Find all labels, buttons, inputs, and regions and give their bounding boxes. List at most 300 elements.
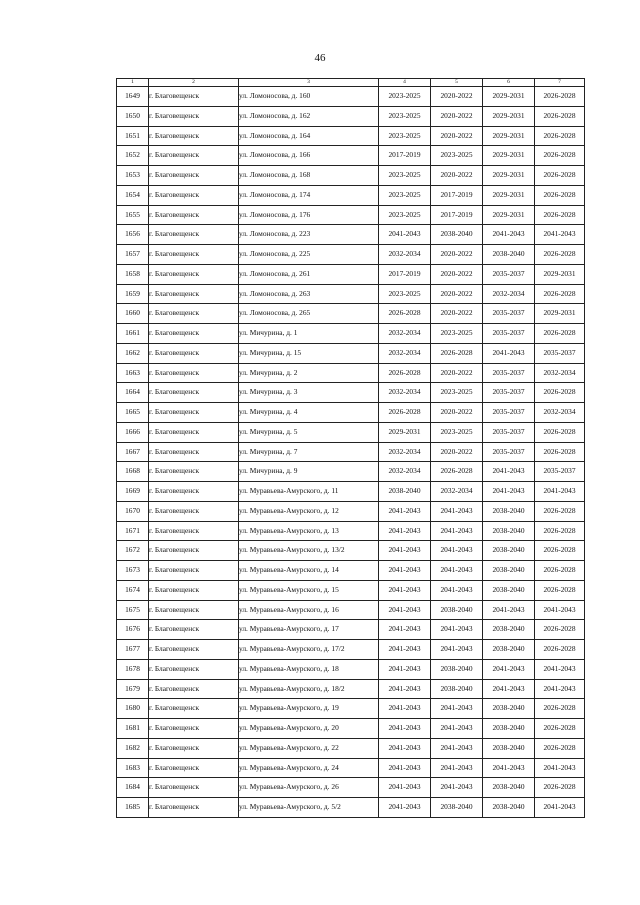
address-cell: ул. Муравьева-Амурского, д. 18	[239, 659, 379, 679]
address-cell: ул. Ломоносова, д. 164	[239, 126, 379, 146]
address-cell: ул. Муравьева-Амурского, д. 24	[239, 758, 379, 778]
row-number: 1672	[117, 541, 149, 561]
address-cell: ул. Мичурина, д. 15	[239, 343, 379, 363]
city-cell: г. Благовещенск	[149, 442, 239, 462]
table-row	[117, 640, 585, 660]
row-number: 1651	[117, 126, 149, 146]
address-cell: ул. Муравьева-Амурского, д. 22	[239, 738, 379, 758]
address-cell: ул. Ломоносова, д. 168	[239, 166, 379, 186]
table-row	[117, 699, 585, 719]
period-cell: 2026-2028	[535, 541, 585, 561]
column-header: 3	[239, 79, 379, 87]
period-cell: 2020-2022	[431, 403, 483, 423]
period-cell: 2041-2043	[379, 738, 431, 758]
address-cell: ул. Ломоносова, д. 263	[239, 284, 379, 304]
period-cell: 2029-2031	[483, 87, 535, 107]
period-cell: 2032-2034	[379, 442, 431, 462]
city-cell: г. Благовещенск	[149, 87, 239, 107]
table-row	[117, 600, 585, 620]
period-cell: 2035-2037	[483, 324, 535, 344]
period-cell: 2032-2034	[379, 343, 431, 363]
period-cell: 2029-2031	[535, 264, 585, 284]
period-cell: 2038-2040	[379, 482, 431, 502]
period-cell: 2026-2028	[535, 185, 585, 205]
period-cell: 2035-2037	[483, 422, 535, 442]
period-cell: 2041-2043	[483, 343, 535, 363]
period-cell: 2026-2028	[431, 462, 483, 482]
address-cell: ул. Ломоносова, д. 225	[239, 245, 379, 265]
city-cell: г. Благовещенск	[149, 501, 239, 521]
period-cell: 2038-2040	[483, 640, 535, 660]
period-cell: 2041-2043	[379, 778, 431, 798]
row-number: 1684	[117, 778, 149, 798]
period-cell: 2026-2028	[535, 146, 585, 166]
period-cell: 2038-2040	[483, 245, 535, 265]
row-number: 1664	[117, 383, 149, 403]
period-cell: 2026-2028	[535, 245, 585, 265]
address-cell: ул. Ломоносова, д. 162	[239, 106, 379, 126]
column-header: 4	[379, 79, 431, 87]
period-cell: 2041-2043	[535, 798, 585, 818]
row-number: 1673	[117, 561, 149, 581]
address-cell: ул. Муравьева-Амурского, д. 26	[239, 778, 379, 798]
period-cell: 2026-2028	[379, 304, 431, 324]
city-cell: г. Благовещенск	[149, 422, 239, 442]
city-cell: г. Благовещенск	[149, 166, 239, 186]
period-cell: 2041-2043	[535, 225, 585, 245]
city-cell: г. Благовещенск	[149, 659, 239, 679]
address-cell: ул. Муравьева-Амурского, д. 5/2	[239, 798, 379, 818]
row-number: 1675	[117, 600, 149, 620]
table-row	[117, 422, 585, 442]
period-cell: 2038-2040	[483, 620, 535, 640]
table-row	[117, 659, 585, 679]
city-cell: г. Благовещенск	[149, 245, 239, 265]
row-number: 1653	[117, 166, 149, 186]
city-cell: г. Благовещенск	[149, 264, 239, 284]
row-number: 1679	[117, 679, 149, 699]
period-cell: 2020-2022	[431, 166, 483, 186]
city-cell: г. Благовещенск	[149, 106, 239, 126]
period-cell: 2026-2028	[535, 778, 585, 798]
city-cell: г. Благовещенск	[149, 225, 239, 245]
row-number: 1656	[117, 225, 149, 245]
period-cell: 2017-2019	[431, 205, 483, 225]
period-cell: 2038-2040	[483, 719, 535, 739]
period-cell: 2026-2028	[535, 126, 585, 146]
row-number: 1666	[117, 422, 149, 442]
address-cell: ул. Муравьева-Амурского, д. 12	[239, 501, 379, 521]
address-cell: ул. Муравьева-Амурского, д. 20	[239, 719, 379, 739]
period-cell: 2035-2037	[535, 343, 585, 363]
period-cell: 2026-2028	[535, 284, 585, 304]
column-header: 7	[535, 79, 585, 87]
row-number: 1650	[117, 106, 149, 126]
city-cell: г. Благовещенск	[149, 679, 239, 699]
period-cell: 2041-2043	[431, 501, 483, 521]
address-cell: ул. Мичурина, д. 7	[239, 442, 379, 462]
period-cell: 2026-2028	[535, 383, 585, 403]
period-cell: 2041-2043	[379, 659, 431, 679]
period-cell: 2023-2025	[379, 205, 431, 225]
period-cell: 2041-2043	[379, 699, 431, 719]
period-cell: 2026-2028	[535, 719, 585, 739]
period-cell: 2020-2022	[431, 126, 483, 146]
page-number: 46	[314, 52, 326, 64]
period-cell: 2041-2043	[379, 541, 431, 561]
table-row	[117, 324, 585, 344]
period-cell: 2026-2028	[535, 501, 585, 521]
address-cell: ул. Муравьева-Амурского, д. 17/2	[239, 640, 379, 660]
city-cell: г. Благовещенск	[149, 561, 239, 581]
period-cell: 2041-2043	[483, 679, 535, 699]
period-cell: 2026-2028	[535, 106, 585, 126]
period-cell: 2035-2037	[535, 462, 585, 482]
row-number: 1680	[117, 699, 149, 719]
period-cell: 2035-2037	[483, 442, 535, 462]
period-cell: 2035-2037	[483, 264, 535, 284]
period-cell: 2041-2043	[379, 719, 431, 739]
period-cell: 2023-2025	[431, 422, 483, 442]
table-row	[117, 106, 585, 126]
table-row	[117, 521, 585, 541]
period-cell: 2023-2025	[431, 146, 483, 166]
table-row	[117, 205, 585, 225]
period-cell: 2041-2043	[379, 225, 431, 245]
period-cell: 2038-2040	[483, 521, 535, 541]
table-row	[117, 343, 585, 363]
table-row	[117, 284, 585, 304]
period-cell: 2038-2040	[483, 798, 535, 818]
address-cell: ул. Мичурина, д. 5	[239, 422, 379, 442]
period-cell: 2032-2034	[535, 363, 585, 383]
period-cell: 2026-2028	[535, 620, 585, 640]
period-cell: 2041-2043	[379, 580, 431, 600]
period-cell: 2041-2043	[379, 758, 431, 778]
row-number: 1663	[117, 363, 149, 383]
table-row	[117, 146, 585, 166]
city-cell: г. Благовещенск	[149, 699, 239, 719]
row-number: 1685	[117, 798, 149, 818]
address-cell: ул. Муравьева-Амурского, д. 18/2	[239, 679, 379, 699]
period-cell: 2026-2028	[535, 738, 585, 758]
table-row	[117, 363, 585, 383]
period-cell: 2038-2040	[431, 798, 483, 818]
period-cell: 2017-2019	[379, 146, 431, 166]
row-number: 1670	[117, 501, 149, 521]
address-cell: ул. Муравьева-Амурского, д. 16	[239, 600, 379, 620]
row-number: 1682	[117, 738, 149, 758]
table-row	[117, 778, 585, 798]
period-cell: 2035-2037	[483, 363, 535, 383]
period-cell: 2041-2043	[431, 758, 483, 778]
city-cell: г. Благовещенск	[149, 719, 239, 739]
period-cell: 2041-2043	[379, 561, 431, 581]
city-cell: г. Благовещенск	[149, 541, 239, 561]
table-row	[117, 185, 585, 205]
city-cell: г. Благовещенск	[149, 403, 239, 423]
period-cell: 2041-2043	[535, 679, 585, 699]
row-number: 1661	[117, 324, 149, 344]
row-number: 1649	[117, 87, 149, 107]
city-cell: г. Благовещенск	[149, 482, 239, 502]
address-cell: ул. Ломоносова, д. 174	[239, 185, 379, 205]
period-cell: 2041-2043	[431, 561, 483, 581]
address-cell: ул. Ломоносова, д. 176	[239, 205, 379, 225]
period-cell: 2038-2040	[483, 580, 535, 600]
row-number: 1660	[117, 304, 149, 324]
row-number: 1674	[117, 580, 149, 600]
period-cell: 2038-2040	[483, 541, 535, 561]
row-number: 1655	[117, 205, 149, 225]
period-cell: 2041-2043	[431, 778, 483, 798]
period-cell: 2020-2022	[431, 245, 483, 265]
address-cell: ул. Муравьева-Амурского, д. 19	[239, 699, 379, 719]
address-cell: ул. Мичурина, д. 9	[239, 462, 379, 482]
table-row	[117, 225, 585, 245]
period-cell: 2041-2043	[483, 600, 535, 620]
row-number: 1652	[117, 146, 149, 166]
period-cell: 2029-2031	[483, 205, 535, 225]
period-cell: 2023-2025	[431, 324, 483, 344]
table-row	[117, 442, 585, 462]
table-row	[117, 758, 585, 778]
address-cell: ул. Ломоносова, д. 223	[239, 225, 379, 245]
table-row	[117, 403, 585, 423]
row-number: 1676	[117, 620, 149, 640]
period-cell: 2026-2028	[535, 442, 585, 462]
table-row	[117, 264, 585, 284]
period-cell: 2026-2028	[535, 87, 585, 107]
period-cell: 2041-2043	[379, 640, 431, 660]
row-number: 1665	[117, 403, 149, 423]
address-cell: ул. Муравьева-Амурского, д. 14	[239, 561, 379, 581]
period-cell: 2041-2043	[483, 462, 535, 482]
period-cell: 2020-2022	[431, 87, 483, 107]
table-body	[117, 87, 585, 818]
address-cell: ул. Ломоносова, д. 160	[239, 87, 379, 107]
city-cell: г. Благовещенск	[149, 798, 239, 818]
address-cell: ул. Муравьева-Амурского, д. 15	[239, 580, 379, 600]
table-row	[117, 166, 585, 186]
period-cell: 2029-2031	[483, 166, 535, 186]
address-cell: ул. Муравьева-Амурского, д. 17	[239, 620, 379, 640]
row-number: 1654	[117, 185, 149, 205]
city-cell: г. Благовещенск	[149, 620, 239, 640]
period-cell: 2038-2040	[431, 659, 483, 679]
address-cell: ул. Ломоносова, д. 166	[239, 146, 379, 166]
period-cell: 2032-2034	[483, 284, 535, 304]
period-cell: 2035-2037	[483, 383, 535, 403]
period-cell: 2035-2037	[483, 304, 535, 324]
table-row	[117, 561, 585, 581]
row-number: 1683	[117, 758, 149, 778]
city-cell: г. Благовещенск	[149, 304, 239, 324]
period-cell: 2020-2022	[431, 106, 483, 126]
period-cell: 2026-2028	[431, 343, 483, 363]
table-row	[117, 245, 585, 265]
period-cell: 2029-2031	[535, 304, 585, 324]
period-cell: 2026-2028	[535, 166, 585, 186]
city-cell: г. Благовещенск	[149, 738, 239, 758]
table-row	[117, 304, 585, 324]
period-cell: 2041-2043	[483, 225, 535, 245]
period-cell: 2026-2028	[379, 403, 431, 423]
address-cell: ул. Мичурина, д. 2	[239, 363, 379, 383]
city-cell: г. Благовещенск	[149, 462, 239, 482]
column-header: 6	[483, 79, 535, 87]
table-row	[117, 798, 585, 818]
city-cell: г. Благовещенск	[149, 383, 239, 403]
city-cell: г. Благовещенск	[149, 778, 239, 798]
period-cell: 2023-2025	[379, 185, 431, 205]
table-row	[117, 126, 585, 146]
period-cell: 2029-2031	[483, 126, 535, 146]
period-cell: 2041-2043	[431, 738, 483, 758]
period-cell: 2041-2043	[379, 501, 431, 521]
period-cell: 2026-2028	[535, 205, 585, 225]
period-cell: 2023-2025	[379, 87, 431, 107]
period-cell: 2026-2028	[535, 561, 585, 581]
row-number: 1681	[117, 719, 149, 739]
period-cell: 2041-2043	[431, 699, 483, 719]
period-cell: 2017-2019	[379, 264, 431, 284]
period-cell: 2038-2040	[431, 679, 483, 699]
period-cell: 2041-2043	[431, 719, 483, 739]
row-number: 1677	[117, 640, 149, 660]
period-cell: 2020-2022	[431, 442, 483, 462]
city-cell: г. Благовещенск	[149, 284, 239, 304]
city-cell: г. Благовещенск	[149, 600, 239, 620]
city-cell: г. Благовещенск	[149, 758, 239, 778]
period-cell: 2035-2037	[483, 403, 535, 423]
address-cell: ул. Муравьева-Амурского, д. 13/2	[239, 541, 379, 561]
table-row	[117, 620, 585, 640]
column-header: 1	[117, 79, 149, 87]
address-cell: ул. Муравьева-Амурского, д. 13	[239, 521, 379, 541]
period-cell: 2041-2043	[379, 679, 431, 699]
period-cell: 2032-2034	[379, 324, 431, 344]
period-cell: 2029-2031	[483, 106, 535, 126]
city-cell: г. Благовещенск	[149, 580, 239, 600]
period-cell: 2023-2025	[379, 106, 431, 126]
column-number-row	[117, 79, 585, 87]
period-cell: 2041-2043	[483, 482, 535, 502]
period-cell: 2041-2043	[379, 620, 431, 640]
period-cell: 2041-2043	[431, 521, 483, 541]
period-cell: 2026-2028	[535, 640, 585, 660]
address-cell: ул. Мичурина, д. 1	[239, 324, 379, 344]
city-cell: г. Благовещенск	[149, 205, 239, 225]
row-number: 1671	[117, 521, 149, 541]
address-cell: ул. Муравьева-Амурского, д. 11	[239, 482, 379, 502]
city-cell: г. Благовещенск	[149, 640, 239, 660]
row-number: 1667	[117, 442, 149, 462]
period-cell: 2038-2040	[431, 225, 483, 245]
table-row	[117, 541, 585, 561]
address-cell: ул. Мичурина, д. 3	[239, 383, 379, 403]
period-cell: 2023-2025	[379, 284, 431, 304]
table-row	[117, 738, 585, 758]
period-cell: 2038-2040	[483, 699, 535, 719]
period-cell: 2041-2043	[431, 580, 483, 600]
period-cell: 2041-2043	[431, 640, 483, 660]
period-cell: 2020-2022	[431, 284, 483, 304]
period-cell: 2026-2028	[535, 422, 585, 442]
period-cell: 2032-2034	[431, 482, 483, 502]
period-cell: 2032-2034	[535, 403, 585, 423]
period-cell: 2020-2022	[431, 363, 483, 383]
table-row	[117, 482, 585, 502]
column-header: 2	[149, 79, 239, 87]
period-cell: 2032-2034	[379, 245, 431, 265]
period-cell: 2026-2028	[535, 521, 585, 541]
period-cell: 2026-2028	[535, 324, 585, 344]
housing-schedule-table	[116, 78, 585, 818]
period-cell: 2038-2040	[483, 501, 535, 521]
period-cell: 2023-2025	[379, 166, 431, 186]
period-cell: 2023-2025	[431, 383, 483, 403]
period-cell: 2032-2034	[379, 383, 431, 403]
period-cell: 2038-2040	[483, 778, 535, 798]
row-number: 1658	[117, 264, 149, 284]
table-row	[117, 383, 585, 403]
address-cell: ул. Ломоносова, д. 265	[239, 304, 379, 324]
period-cell: 2023-2025	[379, 126, 431, 146]
period-cell: 2041-2043	[379, 798, 431, 818]
period-cell: 2041-2043	[535, 482, 585, 502]
period-cell: 2041-2043	[431, 541, 483, 561]
period-cell: 2017-2019	[431, 185, 483, 205]
period-cell: 2029-2031	[483, 185, 535, 205]
period-cell: 2038-2040	[483, 561, 535, 581]
table-row	[117, 679, 585, 699]
period-cell: 2041-2043	[483, 659, 535, 679]
address-cell: ул. Ломоносова, д. 261	[239, 264, 379, 284]
period-cell: 2029-2031	[379, 422, 431, 442]
period-cell: 2038-2040	[431, 600, 483, 620]
row-number: 1669	[117, 482, 149, 502]
address-cell: ул. Мичурина, д. 4	[239, 403, 379, 423]
table-row	[117, 462, 585, 482]
table-row	[117, 501, 585, 521]
column-header: 5	[431, 79, 483, 87]
period-cell: 2041-2043	[535, 600, 585, 620]
period-cell: 2026-2028	[535, 580, 585, 600]
period-cell: 2041-2043	[431, 620, 483, 640]
period-cell: 2029-2031	[483, 146, 535, 166]
period-cell: 2020-2022	[431, 304, 483, 324]
city-cell: г. Благовещенск	[149, 521, 239, 541]
period-cell: 2020-2022	[431, 264, 483, 284]
city-cell: г. Благовещенск	[149, 363, 239, 383]
table-row	[117, 580, 585, 600]
period-cell: 2032-2034	[379, 462, 431, 482]
period-cell: 2038-2040	[483, 738, 535, 758]
table-row	[117, 87, 585, 107]
row-number: 1657	[117, 245, 149, 265]
period-cell: 2026-2028	[535, 699, 585, 719]
period-cell: 2041-2043	[535, 659, 585, 679]
period-cell: 2041-2043	[535, 758, 585, 778]
city-cell: г. Благовещенск	[149, 185, 239, 205]
row-number: 1668	[117, 462, 149, 482]
table-row	[117, 719, 585, 739]
period-cell: 2041-2043	[483, 758, 535, 778]
period-cell: 2041-2043	[379, 521, 431, 541]
row-number: 1662	[117, 343, 149, 363]
row-number: 1659	[117, 284, 149, 304]
